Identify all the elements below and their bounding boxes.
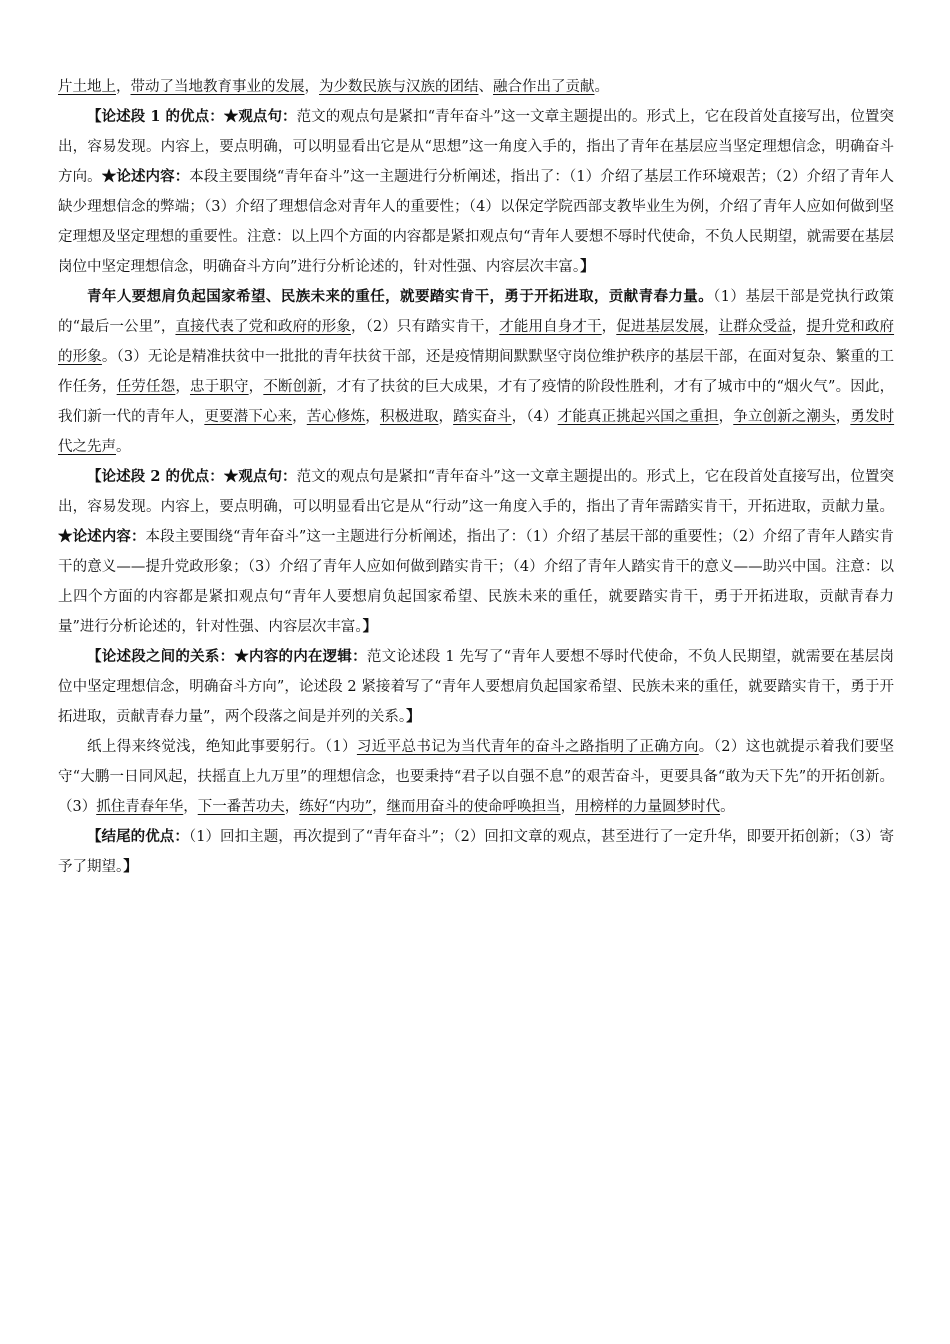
underlined-phrase: 带动了当地教育事业的发展 — [130, 79, 305, 95]
text-run: ， — [438, 409, 454, 425]
text-run: ， — [116, 79, 131, 95]
underlined-phrase: 忠于职守 — [189, 379, 249, 395]
underlined-phrase: 融合作出了贡献 — [493, 79, 595, 95]
text-run: 。 — [594, 79, 609, 95]
bold-heading: ★论述内容： — [58, 528, 146, 545]
underlined-phrase: 提升党和政府的形象 — [58, 319, 895, 365]
paragraph-p4 — [58, 642, 894, 732]
underlined-phrase: 踏实奋斗 — [453, 409, 512, 425]
underlined-phrase: 练好“内功” — [299, 799, 373, 815]
text-run: 。（2）这也就提示着我们要坚守“大鹏一日同风起，扶摇直上九万里”的理想信念，也要秉持“君子以自强不息”的艰苦奋斗，更要具备“敢为天下先”的开拓创新。（3） — [58, 739, 894, 815]
underlined-phrase: 促进基层发展 — [616, 319, 705, 335]
text-run: ， — [292, 409, 307, 425]
text-run: 范文论述段 1 先写了“青年人要想不辱时代使命，不负人民期望，就需要在基层岗位中坚定理想信念，明确奋斗方向”，论述段 2 紧接着写了“青年人要想肩负起国家希望、民族未来的重任，就要踏实肯干，勇于开拓进取，贡献青春力量”，两个段落之间是并列的关系。 — [58, 649, 895, 725]
bold-heading: 【论述段 1 的优点：★观点句： — [87, 108, 297, 125]
underlined-phrase: 用榜样的力量圆梦时代 — [575, 799, 721, 815]
text-run: ， — [791, 319, 807, 335]
underlined-phrase: 下一番苦功夫 — [197, 799, 285, 815]
text-run: ， — [284, 799, 300, 815]
text-run: 本段主要围绕“青年奋斗”这一主题进行分析阐述，指出了：（1）介绍了基层干部的重要性；（2）介绍了青年人踏实肯干的意义——提升党政形象；（3）介绍了青年人应如何做到踏实肯干；（4）介绍了青年人踏实肯干的意义——助兴中国。注意：以上四个方面的内容都是紧扣观点句“青年人要想肩负起国家希望、民族未来的重任，就要踏实肯干，勇于开拓进取，贡献青春力量”进行分析论述的，针对性强、内容层次丰富。 — [58, 529, 894, 635]
paragraph-p6 — [58, 822, 894, 882]
text-run: 范文的观点句是紧扣“青年奋斗”这一文章主题提出的。形式上，它在段首处直接写出，位置突出，容易发现。内容上，要点明确，可以明显看出它是从“行动”这一角度入手的，指出了青年需踏实肯干，开拓进取，贡献力量。 — [58, 469, 894, 515]
text-run: ，才有了扶贫的巨大成果，才有了疫情的阶段性胜利，才有了城市中的“烟火气”。因此，我们新一代的青年人， — [58, 379, 895, 425]
text-run: ， — [372, 799, 387, 815]
underlined-phrase: 习近平总书记为当代青年的奋斗之路指明了正确方向 — [356, 739, 699, 755]
bold-heading: 】 — [406, 708, 421, 725]
text-run: ，（2）只有踏实肯干， — [350, 319, 500, 335]
text-run: 。 — [116, 439, 131, 455]
text-run: ，（4） — [511, 409, 558, 425]
bold-heading: 】 — [580, 258, 595, 275]
text-run: 范文的观点句是紧扣“青年奋斗”这一文章主题提出的。形式上，它在段首处直接写出，位置突出，容易发现。内容上，要点明确，可以明显看出它是从“思想”这一角度入手的，指出了青年在基层应当坚定理想信念，明确奋斗方向。 — [58, 109, 894, 185]
text-run: ， — [248, 379, 264, 395]
underlined-phrase: 勇发时代之先声 — [58, 409, 895, 455]
paragraph-p1 — [58, 102, 894, 282]
underlined-phrase: 片土地上 — [58, 79, 116, 95]
bold-heading: 【论述段之间的关系：★内容的内在逻辑： — [87, 648, 367, 665]
underlined-phrase: 才能真正挑起兴国之重担 — [557, 409, 719, 425]
text-run: ， — [365, 409, 380, 425]
text-run: 、 — [478, 79, 493, 95]
text-run: 。（3）无论是精准扶贫中一批批的青年扶贫干部，还是疫情期间默默坚守岗位维护秩序的基层干部，在面对复杂、繁重的工作任务， — [58, 349, 894, 395]
underlined-phrase: 任劳任怨 — [116, 379, 176, 395]
underlined-phrase: 让群众受益 — [718, 319, 792, 335]
text-run: （1）基层干部是党执行政策的“最后一公里”， — [58, 289, 894, 335]
text-run: 本段主要围绕“青年奋斗”这一主题进行分析阐述，指出了：（1）介绍了基层工作环境艰苦；（2）介绍了青年人缺少理想信念的弊端；（3）介绍了理想信念对青年人的重要性；（4）以保定学院西部支教毕业生为例，介绍了青年人应如何做到坚定理想及坚定理想的重要性。注意：以上四个方面的内容都是紧扣观点句“青年人要想不辱时代使命，不负人民期望，就需要在基层岗位中坚定理想信念，明确奋斗方向”进行分析论述的，针对性强、内容层次丰富。 — [58, 169, 894, 275]
text-run: ， — [304, 79, 319, 95]
underlined-phrase: 继而用奋斗的使命呼唤担当 — [386, 799, 561, 815]
paragraph-p0 — [58, 72, 894, 102]
underlined-phrase: 为少数民族与汉族的团结 — [319, 79, 479, 95]
underlined-phrase: 争立创新之潮头 — [733, 409, 836, 425]
underlined-phrase: 积极进取 — [379, 409, 439, 425]
bold-heading: 青年人要想肩负起国家希望、民族未来的重任，就要踏实肯干，勇于开拓进取，贡献青春力量。 — [87, 288, 714, 305]
bold-heading: 【论述段 2 的优点：★观点句： — [87, 468, 297, 485]
text-run: ， — [175, 379, 190, 395]
paragraph-p3 — [58, 462, 894, 642]
truncated-top-line — [58, 42, 894, 72]
document-body — [58, 56, 894, 882]
text-run: （1）回扣主题，再次提到了“青年奋斗”；（2）回扣文章的观点，甚至进行了一定升华，即要开拓创新；（3）寄予了期望。 — [58, 829, 895, 875]
bold-heading: 】 — [362, 618, 378, 635]
text-run: ， — [718, 409, 734, 425]
bold-heading: 【结尾的优点： — [87, 828, 189, 845]
underlined-phrase: 才能用自身才干 — [499, 319, 602, 335]
underlined-phrase: 苦心修炼 — [306, 409, 366, 425]
bold-heading: 】 — [123, 858, 138, 875]
text-run: ， — [560, 799, 576, 815]
paragraph-p2 — [58, 282, 894, 462]
underlined-phrase: 抓住青春年华 — [96, 799, 184, 815]
text-run: ， — [183, 799, 198, 815]
paragraph-p5 — [58, 732, 894, 822]
underlined-phrase: 更要潜下心来 — [204, 409, 293, 425]
underlined-phrase: 不断创新 — [263, 379, 322, 395]
underlined-phrase: 直接代表了党和政府的形象 — [175, 319, 351, 335]
text-run: ， — [835, 409, 851, 425]
text-run: 纸上得来终觉浅，绝知此事要躬行。（1） — [87, 739, 357, 755]
bold-heading: ★论述内容： — [101, 168, 190, 185]
text-run: ， — [704, 319, 719, 335]
text-run: 。 — [720, 799, 735, 815]
text-run: ， — [601, 319, 617, 335]
